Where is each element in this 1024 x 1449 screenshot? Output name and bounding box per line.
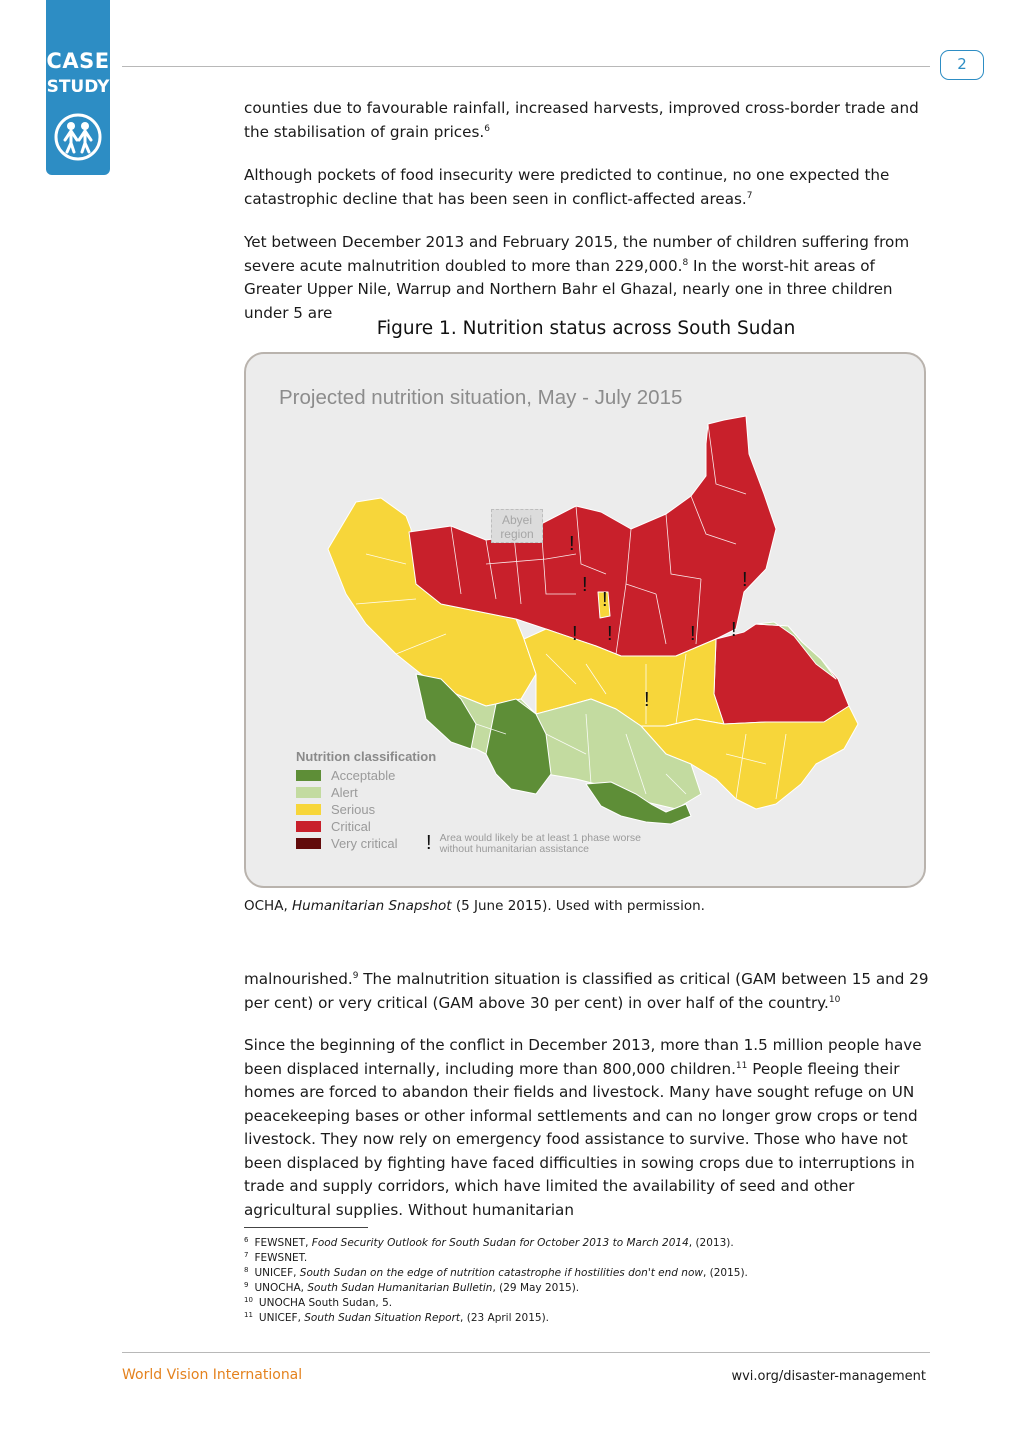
legend-swatch xyxy=(296,804,321,815)
header-divider xyxy=(122,66,930,67)
legend-item: Critical xyxy=(296,818,436,835)
paragraph-3: Yet between December 2013 and February 2015, the number of children suffering from severe acute malnutrition doubled to more than 229,000.$^8$ In the worst-hit areas of Greater Upper Nile, Warrup and Northern Bahr el Ghazal, nearly one in three children under 5 are xyxy=(244,233,910,322)
legend-swatch xyxy=(296,838,321,849)
legend-swatch xyxy=(296,821,321,832)
footnote: $^7$ FEWSNET. xyxy=(244,1251,308,1264)
warning-mark: ! xyxy=(690,623,696,645)
warning-legend-text: Area would likely be at least 1 phase worse without humanitarian assistance xyxy=(439,832,641,855)
legend-item: Very critical xyxy=(296,835,436,852)
paragraph-5: Since the beginning of the conflict in December 2013, more than 1.5 million people have been displaced internally, including more than 800,000 children.$^{11}$ People fleeing their homes are forced to abandon their fields and livestock. Many have sought refuge on UN peacekeeping bases or other informal settlements and can no longer grow crops or tend livestock. They now rely on emergency food assistance to survive. Those who have not been displaced by fighting have faced difficulties in sowing crops due to interruptions in trade and supply corridors, which have limited the availability of seed and other agricultural supplies. Without humanitarian xyxy=(244,1036,922,1219)
badge-line1: CASE xyxy=(46,49,110,73)
warning-mark: ! xyxy=(569,533,575,555)
figure-caption: OCHA, Humanitarian Snapshot (5 June 2015). Used with permission. xyxy=(244,898,705,914)
warning-mark: ! xyxy=(572,623,578,645)
warning-legend xyxy=(426,833,670,855)
warning-mark: ! xyxy=(731,619,737,641)
legend xyxy=(296,749,436,852)
footer-organization: World Vision International xyxy=(122,1367,303,1383)
children-logo-icon xyxy=(51,110,105,164)
map-title: Projected nutrition situation, May - July 2015 xyxy=(279,386,683,409)
footer-url[interactable]: wvi.org/disaster-management xyxy=(731,1369,926,1384)
paragraph-4: malnourished.$^9$ The malnutrition situation is classified as critical (GAM between 15 and 29 per cent) or very critical (GAM above 30 per cent) in over half of the country.$^{10}$ xyxy=(244,970,929,1012)
abyei-region-label: Abyei region xyxy=(491,509,543,543)
footnote: $^6$ FEWSNET, Food Security Outlook for South Sudan for October 2013 to March 2014, (2013). xyxy=(244,1236,734,1249)
warning-mark: ! xyxy=(644,689,650,711)
legend-swatch xyxy=(296,770,321,781)
legend-item: Alert xyxy=(296,784,436,801)
legend-item: Acceptable xyxy=(296,767,436,784)
page-number: 2 xyxy=(940,50,984,80)
footnote: $^{11}$ UNICEF, South Sudan Situation Report, (23 April 2015). xyxy=(244,1311,550,1324)
footnote: $^{10}$ UNOCHA South Sudan, 5. xyxy=(244,1296,393,1309)
map-figure xyxy=(244,352,926,888)
footnote: $^9$ UNOCHA, South Sudan Humanitarian Bulletin, (29 May 2015). xyxy=(244,1281,580,1294)
figure-title: Figure 1. Nutrition status across South Sudan xyxy=(376,318,796,339)
legend-item: Serious xyxy=(296,801,436,818)
paragraph-1: counties due to favourable rainfall, increased harvests, improved cross-border trade and the stabilisation of grain prices.$^6$ xyxy=(244,99,919,141)
badge-line2: STUDY xyxy=(46,77,110,97)
case-study-badge xyxy=(46,0,110,175)
footer-divider xyxy=(122,1352,930,1353)
warning-mark: ! xyxy=(742,569,748,591)
warning-mark: ! xyxy=(602,589,608,611)
warning-mark: ! xyxy=(607,623,613,645)
legend-title: Nutrition classification xyxy=(296,749,437,764)
legend-swatch xyxy=(296,787,321,798)
paragraph-2: Although pockets of food insecurity were predicted to continue, no one expected the catastrophic decline that has been seen in conflict-affected areas.$^7$ xyxy=(244,166,890,208)
warning-icon: ! xyxy=(426,832,432,854)
footnote-divider xyxy=(244,1227,368,1228)
footnote: $^8$ UNICEF, South Sudan on the edge of nutrition catastrophe if hostilities don't end now, (2015). xyxy=(244,1266,748,1279)
warning-mark: ! xyxy=(582,574,588,596)
